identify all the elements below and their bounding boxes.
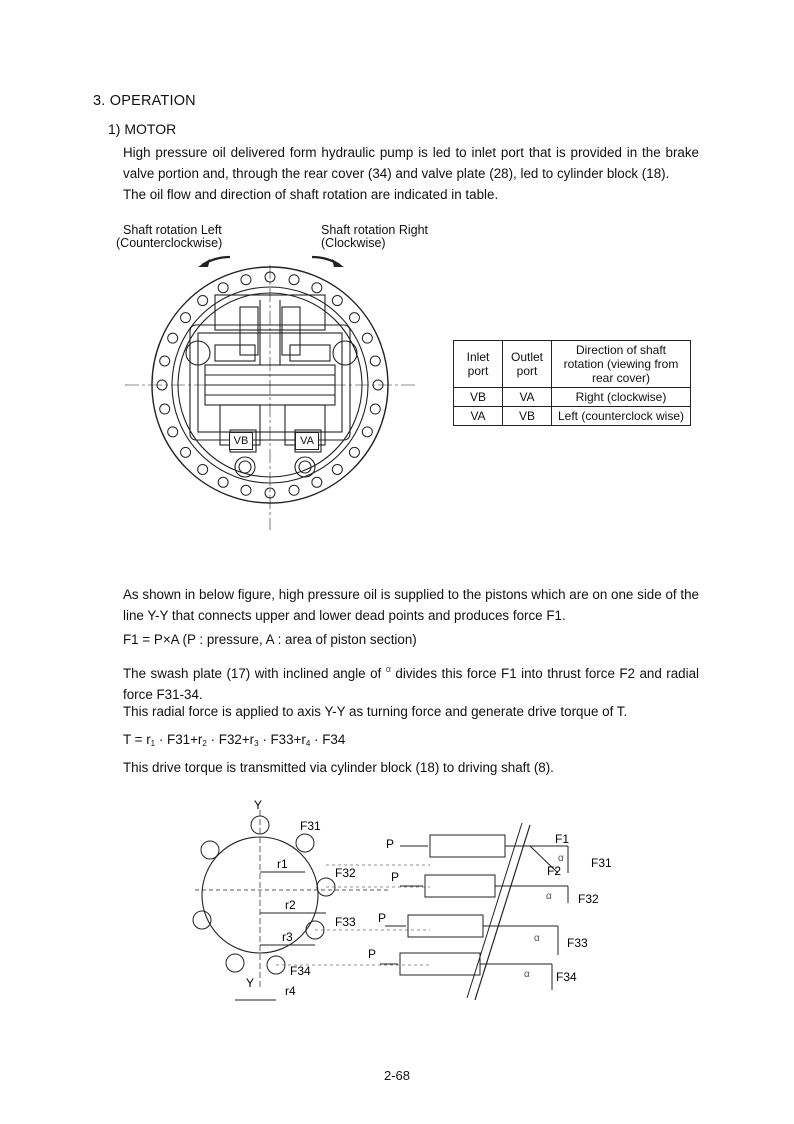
header-direction: Direction of shaft rotation (viewing from rear cover) — [552, 341, 691, 388]
bolt-hole — [198, 296, 208, 306]
alpha-symbol: α — [385, 664, 391, 674]
f33-vector-label: F33 — [567, 936, 588, 950]
bolt-hole — [362, 427, 372, 437]
bolt-hole — [289, 275, 299, 285]
header-inlet-port: Inlet port — [454, 341, 503, 388]
table-cell: VB — [454, 388, 503, 407]
table-cell: VA — [454, 407, 503, 426]
table-row — [454, 407, 691, 426]
bolt-hole — [181, 313, 191, 323]
bolt-hole — [312, 477, 322, 487]
alpha-label-1: α — [558, 853, 564, 864]
y-bottom-label: Y — [246, 976, 255, 990]
bolt-hole — [168, 427, 178, 437]
port-va-label: VA — [295, 432, 319, 450]
y-top-label: Y — [254, 798, 263, 812]
alpha-label-4: α — [524, 969, 530, 980]
alpha-label-3: α — [534, 933, 540, 944]
page-number: 2-68 — [383, 1068, 411, 1083]
r3-label: r3 — [282, 930, 293, 944]
section-title: 3. OPERATION — [93, 93, 196, 109]
table-cell: VA — [503, 388, 552, 407]
para-drive: This drive torque is transmitted via cylinder block (18) to driving shaft (8). — [123, 760, 554, 775]
f31-label: F31 — [300, 819, 321, 833]
table-row — [454, 388, 691, 407]
bolt-hole — [218, 283, 228, 293]
bolt-hole — [241, 275, 251, 285]
rotation-table — [453, 340, 691, 426]
f1-label: F1 — [555, 832, 570, 846]
bolt-hole — [332, 296, 342, 306]
para-pistons: As shown in below figure, high pressure oil is supplied to the pistons which are on one side of the line Y-Y that connects upper and lower dead points and produces force F1. — [123, 587, 699, 623]
f2-label: F2 — [547, 864, 562, 878]
f34-label: F34 — [290, 964, 311, 978]
r1-label: r1 — [277, 857, 288, 871]
table-header-row — [454, 341, 691, 388]
p-label-3: P — [378, 911, 387, 925]
bolt-hole — [160, 356, 170, 366]
equation-f1: F1 = P×A (P : pressure, A : area of piston section) — [123, 632, 417, 647]
table-cell: Left (counterclock wise) — [552, 407, 691, 426]
rotation-right-label: Shaft rotation Right — [321, 223, 429, 237]
bolt-hole — [241, 485, 251, 495]
header-outlet-port: Outlet port — [503, 341, 552, 388]
alpha-label-2: α — [546, 891, 552, 902]
bolt-hole — [362, 333, 372, 343]
subsection-title: 1) MOTOR — [108, 121, 177, 137]
bolt-hole — [349, 313, 359, 323]
table-cell: Right (clockwise) — [552, 388, 691, 407]
bolt-hole — [198, 464, 208, 474]
bolt-hole — [160, 404, 170, 414]
bolt-hole — [289, 485, 299, 495]
bolt-hole — [168, 333, 178, 343]
r4-label: r4 — [285, 984, 296, 998]
f31-vector-label: F31 — [591, 856, 612, 870]
f34-vector-label: F34 — [556, 970, 577, 984]
rotation-left-sub: (Counterclockwise) — [116, 236, 223, 250]
para-swash-part2: divides this force F1 into thrust force F2 and radial force F31-34. — [123, 666, 699, 702]
port-vb-label: VB — [229, 432, 253, 450]
bolt-hole — [332, 464, 342, 474]
r2-label: r2 — [285, 898, 296, 912]
table-cell: VB — [503, 407, 552, 426]
intro-paragraph: High pressure oil delivered form hydraulic pump is led to inlet port that is provided in the brake valve portion and, through the rear cover (34) and valve plate (28), led to cylinder block (18). — [123, 145, 699, 181]
bolt-hole — [312, 283, 322, 293]
bolt-hole — [218, 477, 228, 487]
motor-cross-section-diagram — [120, 245, 420, 535]
f33-label: F33 — [335, 915, 356, 929]
equation-torque: $T = r_1 \cdot F31+r_2 \cdot F32+r_3 \cdot F33+r_4 \cdot F34$ — [123, 732, 346, 748]
rotation-left-label: Shaft rotation Left — [123, 223, 222, 237]
para-radial: This radial force is applied to axis Y-Y as turning force and generate drive torque of T. — [123, 704, 628, 719]
p-label-2: P — [391, 870, 400, 884]
bolt-hole — [370, 356, 380, 366]
para-swash — [123, 659, 699, 705]
f32-vector-label: F32 — [578, 892, 599, 906]
p-label-4: P — [368, 947, 377, 961]
rotation-right-sub: (Clockwise) — [321, 236, 386, 250]
bolt-hole — [370, 404, 380, 414]
f32-label: F32 — [335, 866, 356, 880]
bolt-hole — [349, 447, 359, 457]
force-diagram — [190, 795, 620, 1015]
p-label-1: P — [386, 837, 395, 851]
bolt-hole — [181, 447, 191, 457]
para-swash-part1: The swash plate (17) with inclined angle of — [123, 666, 382, 681]
intro-sentence: The oil flow and direction of shaft rotation are indicated in table. — [123, 187, 499, 202]
